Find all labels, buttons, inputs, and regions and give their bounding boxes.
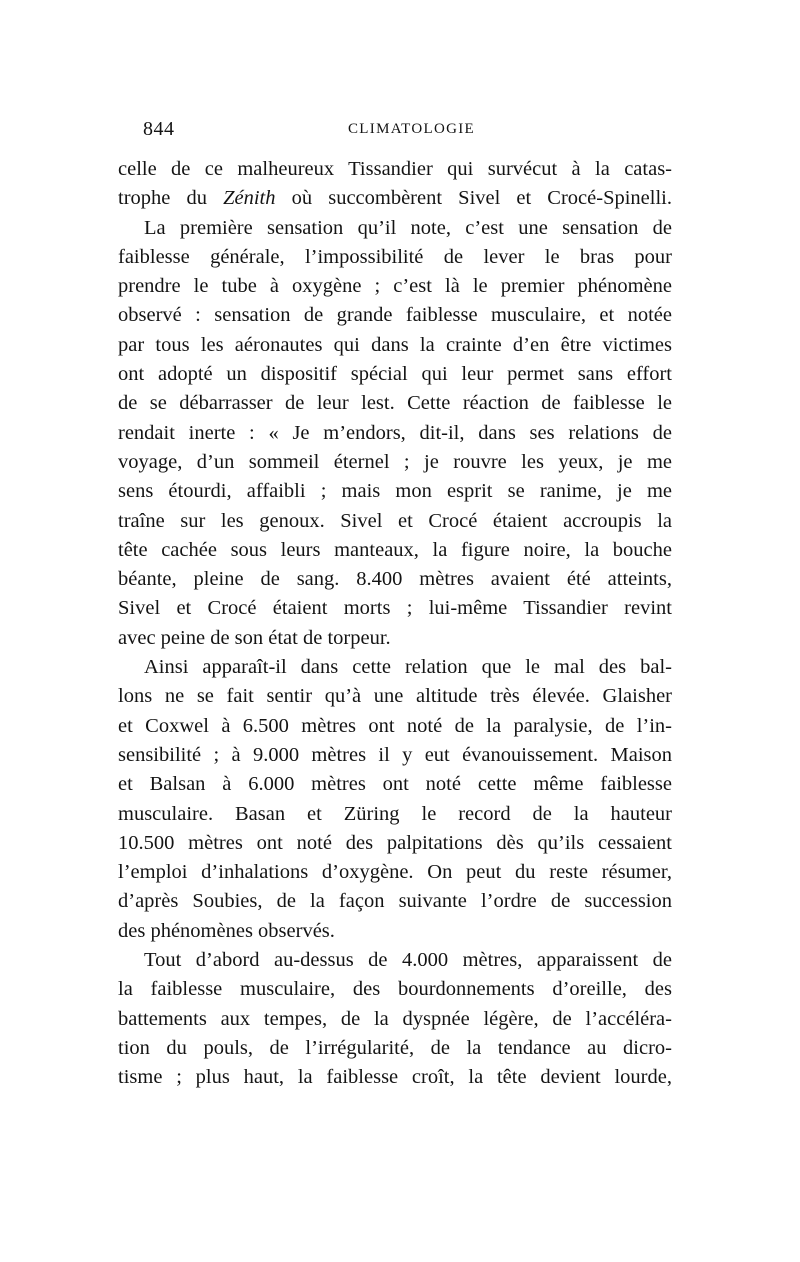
- paragraph-start-line: La première sensation qu’il note, c’est une sensation de: [144, 216, 672, 239]
- ship-name-italic: Zénith: [223, 187, 276, 210]
- text-line: tisme ; plus haut, la faiblesse croît, la tête devient lourde,: [118, 1066, 672, 1089]
- text-line: 10.500 mètres ont noté des palpitations dès qu’ils cessaient: [118, 831, 672, 854]
- text-line: musculaire. Basan et Züring le record de la hauteur: [118, 802, 672, 825]
- page-header: [143, 118, 673, 142]
- text-line: celle de ce malheureux Tissandier qui survécut à la catas-: [118, 158, 672, 180]
- text-line: traîne sur les genoux. Sivel et Crocé étaient accroupis la: [118, 509, 672, 532]
- text-line: faiblesse générale, l’impossibilité de lever le bras pour: [118, 245, 672, 268]
- text-line: et Balsan à 6.000 mètres ont noté cette même faiblesse: [118, 773, 672, 796]
- text-line: observé : sensation de grande faiblesse musculaire, et notée: [118, 304, 672, 327]
- text-line: béante, pleine de sang. 8.400 mètres avaient été atteints,: [118, 568, 672, 591]
- paragraph-end-line: avec peine de son état de torpeur.: [118, 626, 391, 649]
- text-line: l’emploi d’inhalations d’oxygène. On peut du reste résumer,: [118, 861, 672, 884]
- text-line: battements aux tempes, de la dyspnée légère, de l’accéléra-: [118, 1007, 672, 1030]
- text-line: Sivel et Crocé étaient morts ; lui-même Tissandier revint: [118, 597, 672, 620]
- text-line: ont adopté un dispositif spécial qui leur permet sans effort: [118, 363, 672, 386]
- text-line: rendait inerte : « Je m’endors, dit-il, dans ses relations de: [118, 421, 672, 444]
- text-line: sensibilité ; à 9.000 mètres il y eut évanouissement. Maison: [118, 743, 672, 766]
- body-text: [118, 155, 672, 1093]
- text-line: tion du pouls, de l’irrégularité, de la tendance au dicro-: [118, 1036, 672, 1059]
- text-line: par tous les aéronautes qui dans la crainte d’en être victimes: [118, 333, 672, 356]
- running-head: CLIMATOLOGIE: [348, 121, 475, 137]
- text-line: trophe du Zénith où succombèrent Sivel et Crocé-Spinelli.: [118, 187, 672, 210]
- page-number: 844: [143, 118, 175, 140]
- paragraph-start-line: Ainsi apparaît-il dans cette relation que le mal des bal-: [144, 656, 672, 679]
- paragraph-end-line: des phénomènes observés.: [118, 919, 335, 942]
- text-line: d’après Soubies, de la façon suivante l’ordre de succession: [118, 890, 672, 913]
- text-line: la faiblesse musculaire, des bourdonnements d’oreille, des: [118, 978, 672, 1001]
- text-line: prendre le tube à oxygène ; c’est là le premier phénomène: [118, 275, 672, 298]
- text-line: sens étourdi, affaibli ; mais mon esprit se ranime, je me: [118, 480, 672, 503]
- text-line: tête cachée sous leurs manteaux, la figure noire, la bouche: [118, 538, 672, 561]
- text-line: voyage, d’un sommeil éternel ; je rouvre les yeux, je me: [118, 450, 672, 473]
- paragraph-start-line: Tout d’abord au-dessus de 4.000 mètres, apparaissent de: [144, 949, 672, 972]
- text-line: lons ne se fait sentir qu’à une altitude très élevée. Glaisher: [118, 685, 672, 708]
- text-line: et Coxwel à 6.500 mètres ont noté de la paralysie, de l’in-: [118, 714, 672, 737]
- text-line: de se débarrasser de leur lest. Cette réaction de faiblesse le: [118, 392, 672, 415]
